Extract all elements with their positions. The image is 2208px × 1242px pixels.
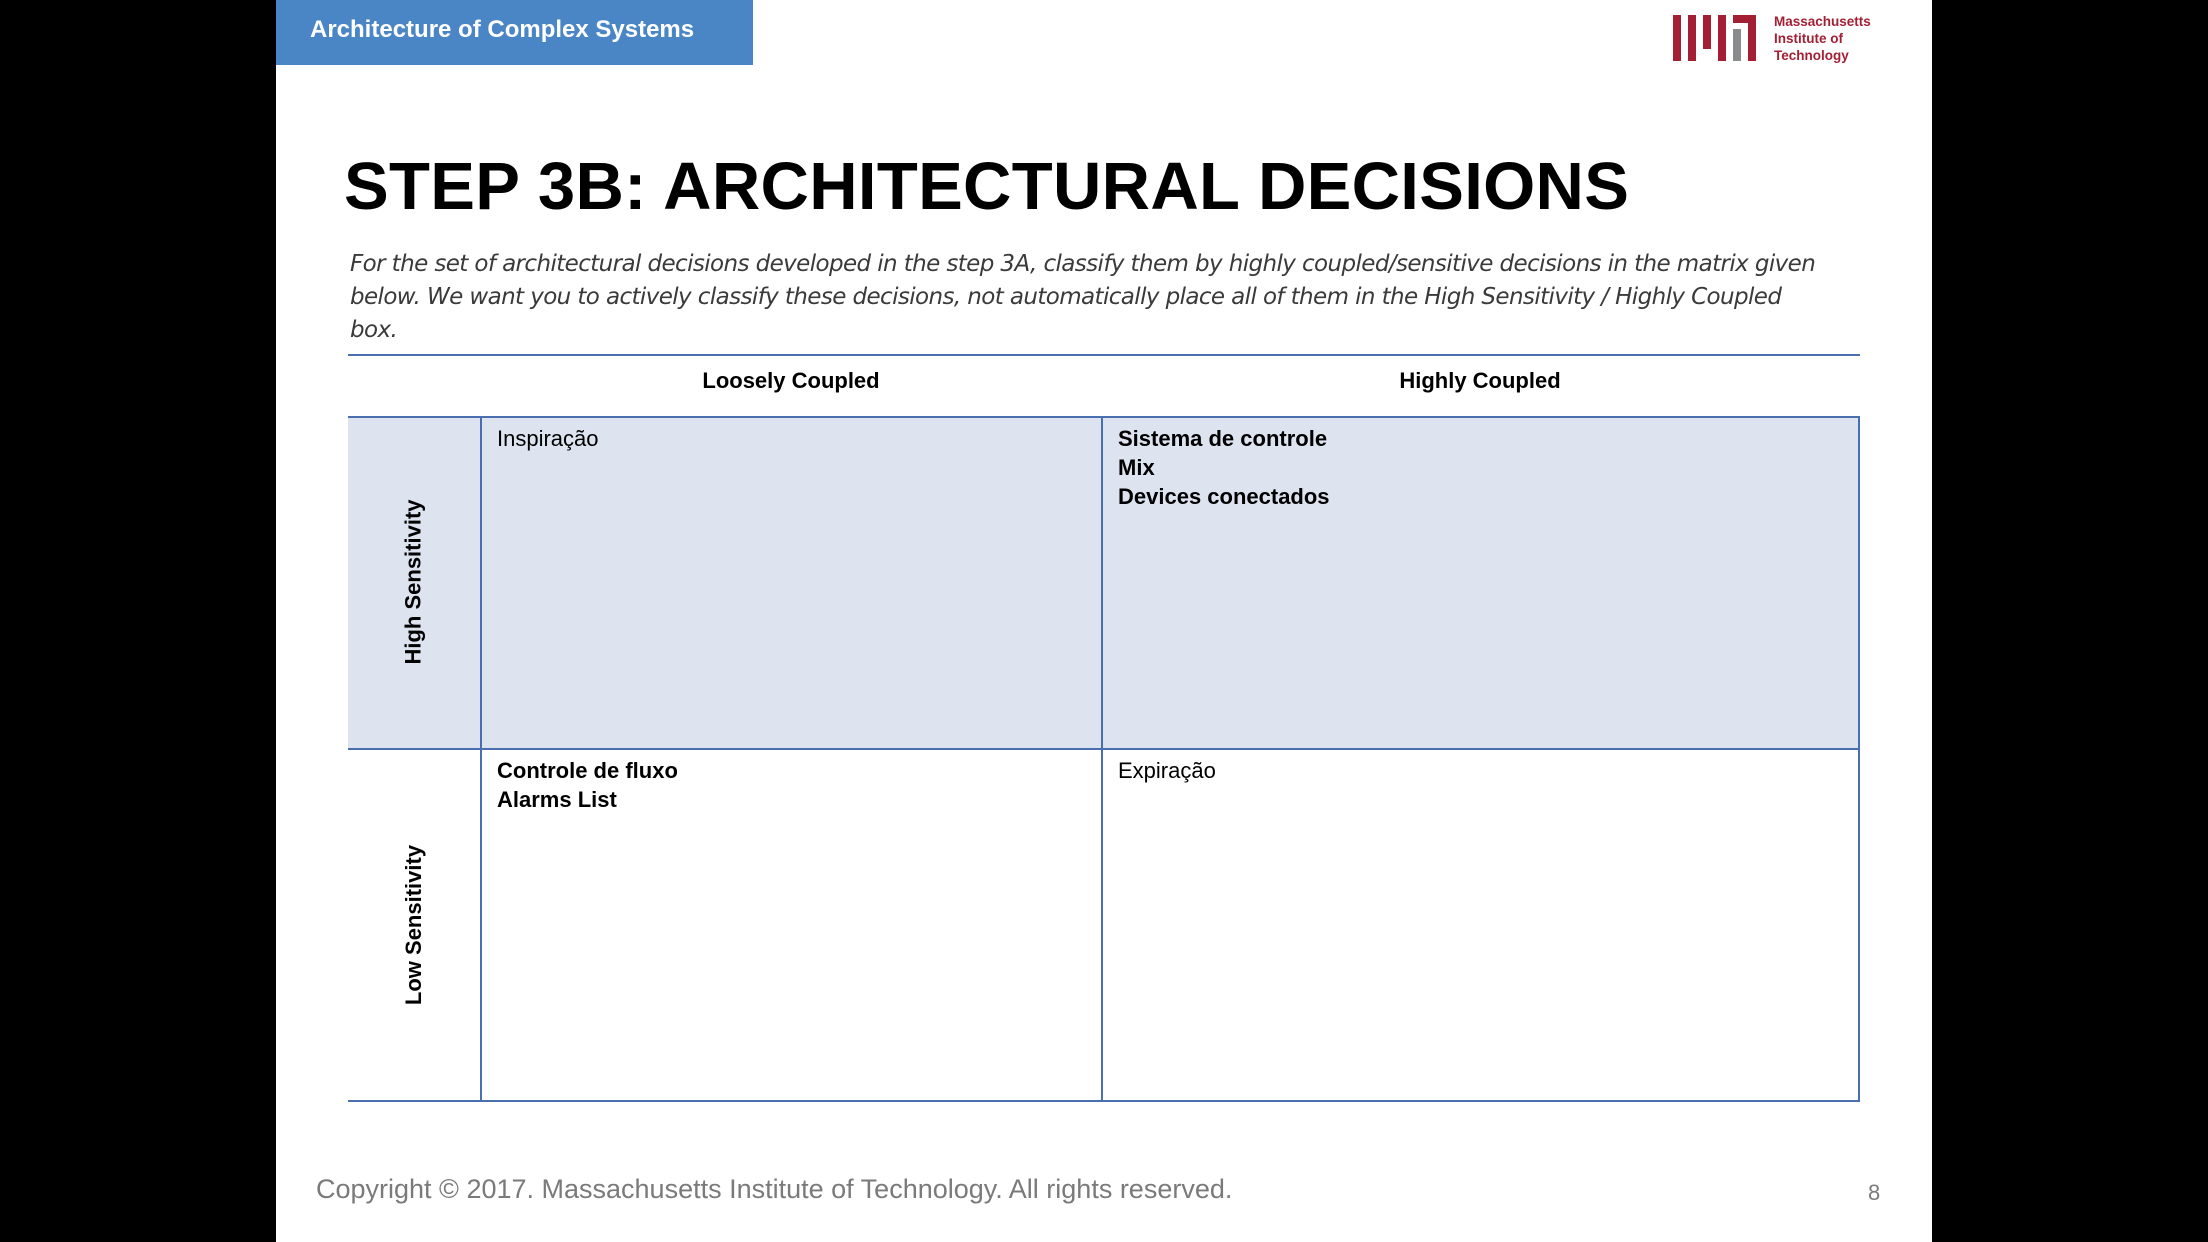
copyright-footer: Copyright © 2017. Massachusetts Institute of Technology. All rights reserved. [316, 1174, 1233, 1204]
mit-wordmark [1774, 13, 1871, 64]
row-header-low-sensitivity [348, 750, 480, 1100]
row-header-high-sensitivity [348, 416, 480, 748]
mit-wordmark-line: Institute of [1774, 31, 1843, 46]
decision-item: Mix [1118, 455, 1155, 480]
grid-line [480, 416, 482, 1102]
mit-logo-icon [1673, 15, 1781, 61]
grid-line [1101, 416, 1103, 1102]
decision-matrix [348, 354, 1860, 1104]
cell-low-loose [497, 756, 678, 814]
grid-line [1858, 416, 1860, 1102]
slide [276, 0, 1932, 1242]
page-number: 8 [1868, 1180, 1881, 1205]
grid-line [348, 748, 1860, 750]
decision-item: Expiração [1118, 758, 1216, 783]
course-tab: Architecture of Complex Systems [276, 0, 753, 65]
row-header-label: Low Sensitivity [401, 844, 426, 1006]
grid-line [348, 1100, 1860, 1102]
column-header-loosely-coupled: Loosely Coupled [702, 368, 880, 393]
decision-item: Sistema de controle [1118, 426, 1328, 451]
intro-text: For the set of architectural decisions developed in the step 3A, classify them by highly coupled/sensitive decisions in the matrix given below. We want you to actively classify these decisions, not automatically place all of them in the High Sensitivity / Highly Coupled box. [350, 251, 1816, 343]
cell-high-loose [497, 424, 599, 453]
decision-item: Alarms List [497, 787, 617, 812]
decision-item: Controle de fluxo [497, 758, 678, 783]
page-title: STEP 3B: ARCHITECTURAL DECISIONS [344, 149, 1630, 224]
cell-low-high [1118, 756, 1216, 785]
row-header-label: High Sensitivity [401, 499, 427, 665]
decision-item: Devices conectados [1118, 484, 1330, 509]
grid-line [348, 416, 1860, 418]
decision-item: Inspiração [497, 426, 599, 451]
mit-wordmark-line: Massachusetts [1774, 14, 1871, 29]
cell-high-high [1118, 424, 1330, 511]
mit-wordmark-line: Technology [1774, 48, 1849, 63]
header-rule [348, 354, 1860, 356]
column-header-highly-coupled: Highly Coupled [1399, 368, 1561, 393]
